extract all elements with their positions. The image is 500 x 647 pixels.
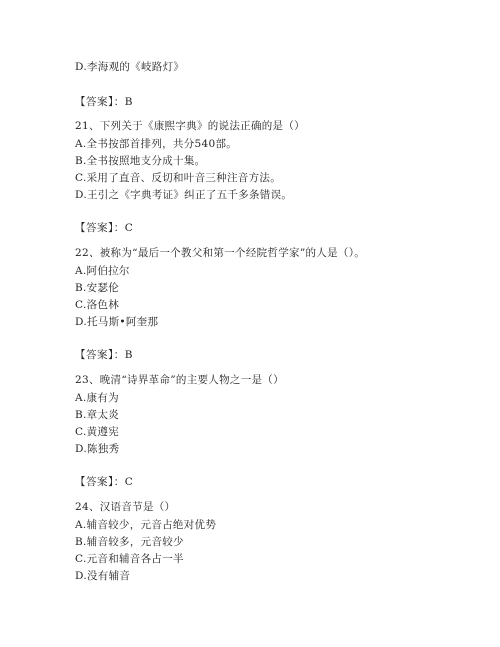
question-23-option-b: B.章太炎: [75, 409, 120, 421]
question-21-option-b: B.全书按照地支分成十集。: [75, 155, 206, 167]
answer-20: 【答案】：B: [75, 96, 133, 108]
answer-21: 【答案】：C: [75, 222, 134, 234]
question-22: 22、被称为“最后一个教父和第一个经院哲学家”的人是（）。: [75, 247, 366, 259]
question-24-option-b: B.辅音较多，元音较少: [75, 536, 184, 548]
option-d-prev: D.李海观的《岐路灯》: [75, 61, 185, 73]
question-21-option-c: C.采用了直音、反切和叶音三种注音方法。: [75, 172, 281, 184]
question-24-option-a: A.辅音较少，元音占绝对优势: [75, 519, 217, 531]
question-21-option-d: D.王引之《字典考证》纠正了五千多条错误。: [75, 189, 293, 201]
answer-23: 【答案】：C: [75, 476, 134, 488]
question-22-option-d: D.托马斯•阿奎那: [75, 316, 159, 328]
question-22-option-a: A.阿伯拉尔: [75, 265, 130, 277]
question-23: 23、晚清“诗界革命”的主要人物之一是（）: [75, 374, 284, 386]
question-23-option-c: C.黄遵宪: [75, 426, 119, 438]
question-23-option-d: D.陈独秀: [75, 443, 120, 455]
question-23-option-a: A.康有为: [75, 392, 119, 404]
question-24: 24、汉语音节是（）: [75, 501, 176, 513]
question-22-option-b: B.安瑟伦: [75, 282, 120, 294]
question-24-option-d: D.没有辅音: [75, 570, 131, 582]
question-22-option-c: C.洛色林: [75, 299, 119, 311]
question-21-option-a: A.全书按部首排列，共分540部。: [75, 138, 238, 150]
question-21: 21、下列关于《康熙字典》的说法正确的是（）: [75, 120, 305, 132]
answer-22: 【答案】：B: [75, 349, 133, 361]
question-24-option-c: C.元音和辅音各占一半: [75, 553, 184, 565]
